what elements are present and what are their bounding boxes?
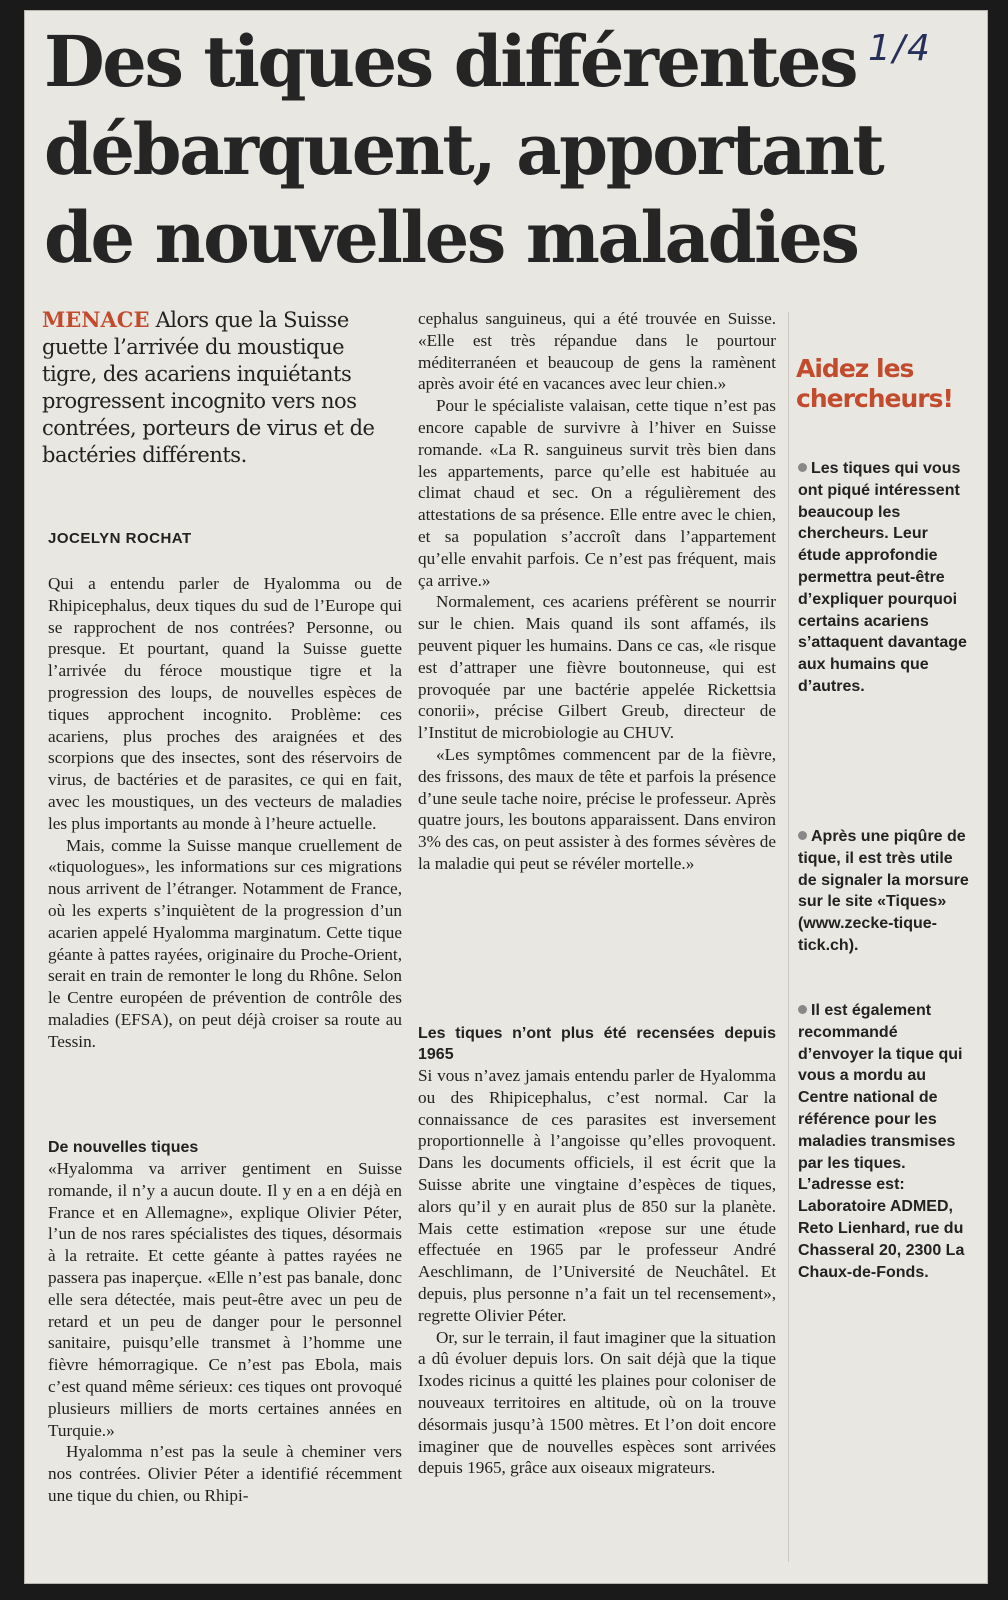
- sidebar-tip-text: Il est également recommandé d’envoyer la tique qui vous a mordu au Centre national de référence pour les maladies transmises par les tiques. L’adresse est: Laboratoire ADMED, Reto Lienhard, rue du Chasseral 20, 2300 La Chaux-de-Fonds.: [798, 1002, 965, 1281]
- bullet-icon: [798, 831, 807, 840]
- headline: Des tiques différentes débarquent, apportant de nouvelles maladies: [44, 20, 883, 279]
- paragraph: Or, sur le terrain, il faut imaginer que la situation a dû évoluer depuis lors. On sait déjà que la tique Ixodes ricinus a quitté les plaines pour coloniser de nouveaux territoires en altitude, où on la trouve désormais jusqu’à 1500 mètres. Et l’on doit encore imaginer que de nouvelles espèces sont arrivées depuis 1965, grâce aux oiseaux migrateurs.: [418, 1327, 776, 1478]
- lead-paragraph: [42, 306, 388, 469]
- sidebar-divider: [788, 312, 789, 1562]
- column-1-section: [48, 1137, 402, 1507]
- paragraph: «Hyalomma va arriver gentiment en Suisse romande, il n’y a aucun doute. Il y en a en déjà en France et en Allemagne», explique Olivier Péter, l’un de nos rares spécialistes des tiques, désormais à la retraite. Et cette géante à pattes rayées ne passera pas inaperçue. «Elle n’est pas banale, donc elle sera détectée, mais peut-être avec un peu de retard et un peu de danger pour le personnel sanitaire, puisqu’elle transmet à l’homme une fièvre hémorragique. Ce n’est pas Ebola, mais c’est quand même sérieux: ces tiques ont provoqué plusieurs milliers de morts certaines années en Turquie.»: [48, 1159, 402, 1440]
- subheading: De nouvelles tiques: [48, 1139, 199, 1156]
- column-2-section: [418, 1023, 776, 1479]
- handwritten-page-mark: 1/4: [868, 28, 932, 69]
- lead-text: Alors que la Suisse guette l’arrivée du moustique tigre, des acariens inquiétants progressent incognito vers nos contrées, porteurs de virus et de bactéries différents.: [42, 308, 375, 467]
- column-1-intro: [48, 573, 402, 1053]
- byline: JOCELYN ROCHAT: [48, 530, 192, 547]
- paragraph: Mais, comme la Suisse manque cruellement de «tiquologues», les informations sur ces migrations nous arrivent de l’étranger. Notamment de France, où les experts s’inquiètent de la progression d’un acarien appelé Hyalomma marginatum. Cette tique géante à pattes rayées, originaire du Proche-Orient, serait en train de remonter le long du Rhône. Selon le Centre européen de prévention de contrôle des maladies (EFSA), on peut déjà croiser sa route au Tessin.: [48, 835, 402, 1051]
- lead-kicker: MENACE: [42, 307, 150, 332]
- paragraph: Normalement, ces acariens préfèrent se nourrir sur le chien. Mais quand ils sont affamés, ils peuvent piquer les humains. Dans ce cas, «le risque est d’attraper une fièvre boutonneuse, qui est provoquée par une bactérie appelée Rickettsia conorii», précise Gilbert Greub, directeur de l’Institut de microbiologie au CHUV.: [418, 592, 776, 743]
- paragraph: «Les symptômes commencent par de la fièvre, des frissons, des maux de tête et parfois la présence d’une seule tache noire, précise le professeur. Après quatre jours, les boutons apparaissent. Dans environ 3% des cas, on peut assister à des formes sévères de la maladie qui peut se révéler mortelle.»: [418, 744, 776, 873]
- bullet-icon: [798, 463, 807, 472]
- paragraph: Si vous n’avez jamais entendu parler de Hyalomma ou des Rhipicephalus, c’est normal. Car la connaissance de ces parasites est inversement proportionnelle à l’angoisse qu’elles provoquent. Dans les documents officiels, il est écrit que la Suisse abrite une vingtaine d’espèces de tiques, alors qu’il y en aurait plus de 850 sur la planète. Mais cette estimation «repose sur une étude effectuée en 1965 par le professeur André Aeschlimann, de l’Université de Neuchâtel. Et depuis, plus personne n’a fait un tel recensement», regrette Olivier Péter.: [418, 1066, 776, 1325]
- bullet-icon: [798, 1005, 807, 1014]
- sidebar-tip: [798, 826, 974, 957]
- paragraph: cephalus sanguineus, qui a été trouvée en Suisse. «Elle est très répandue dans le pourtour méditerranéen et beaucoup de gens la ramènent après avoir été en vacances avec leur chien.»: [418, 309, 776, 394]
- sidebar-tip-text: Les tiques qui vous ont piqué intéressent beaucoup les chercheurs. Leur étude approfondie permettra peut-être d’expliquer pourquoi certains acariens s’attaquent davantage aux humains que d’autres.: [798, 460, 967, 695]
- sidebar-title: Aidez les chercheurs!: [796, 354, 953, 413]
- column-2-intro: [418, 308, 776, 875]
- sidebar-tip: [798, 458, 974, 698]
- paragraph: Pour le spécialiste valaisan, cette tique n’est pas encore capable de survivre à l’hiver en Suisse romande. «La R. sanguineus survit très bien dans les appartements, parce qu’elle est habituée au climat chaud et sec. On a régulièrement des attestations de sa présence. Elle entre avec le chien, et sa population s’accroît dans l’appartement qu’elle envahit parfois. Ce n’est pas fréquent, mais ça arrive.»: [418, 396, 776, 590]
- paragraph: Hyalomma n’est pas la seule à cheminer vers nos contrées. Olivier Péter a identifié récemment une tique du chien, ou Rhipi-: [48, 1442, 402, 1505]
- paragraph: Qui a entendu parler de Hyalomma ou de Rhipicephalus, deux tiques du sud de l’Europe qui se rapprochent de nos contrées? Personne, ou presque. Et pourtant, quand la Suisse guette l’arrivée du féroce moustique tigre et la progression des loups, de nouvelles espèces de tiques approchent incognito. Problème: ces acariens, plus proches des araignées et des scorpions que des insectes, sont des réservoirs de virus, de bactéries et de parasites, ce qui en fait, avec les moustiques, un des vecteurs de maladies les plus importants au monde à l’heure actuelle.: [48, 574, 402, 833]
- sidebar-tip-text: Après une piqûre de tique, il est très utile de signaler la morsure sur le site «Tiques» (www.zecke-tique-tick.ch).: [798, 828, 969, 954]
- subheading: Les tiques n’ont plus été recensées depuis 1965: [418, 1025, 776, 1063]
- sidebar-tip: [798, 1000, 974, 1283]
